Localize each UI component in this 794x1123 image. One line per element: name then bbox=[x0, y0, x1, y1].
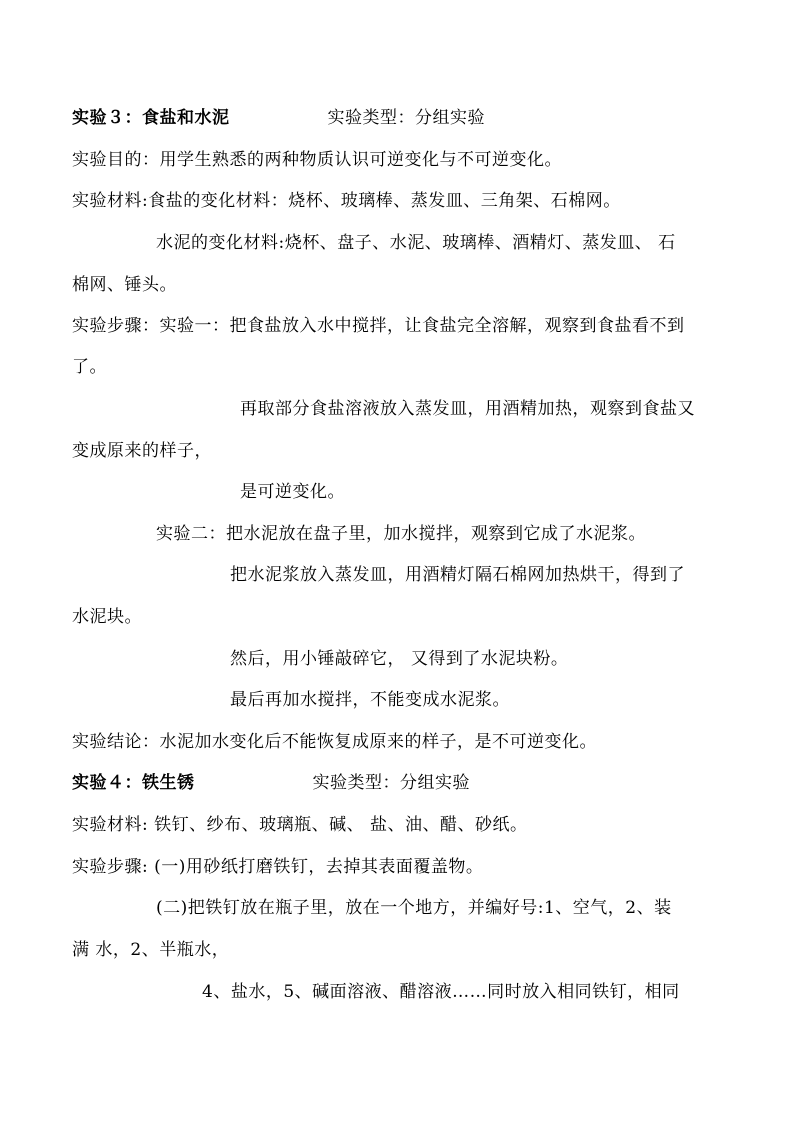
exp4-type: 实验类型：分组实验 bbox=[312, 773, 470, 793]
exp3-steps-3: 是可逆变化。 bbox=[240, 482, 345, 502]
exp3-steps-6: 然后，用小锤敲碎它， 又得到了水泥块粉。 bbox=[230, 649, 569, 669]
exp3-steps-1b: 了。 bbox=[72, 357, 107, 377]
exp3-heading: 实验３：食盐和水泥 bbox=[72, 108, 230, 128]
exp3-steps-7: 最后再加水搅拌，不能变成水泥浆。 bbox=[230, 690, 510, 710]
exp3-steps-5b: 水泥块。 bbox=[72, 607, 142, 627]
exp3-materials-2b: 棉网、锤头。 bbox=[72, 275, 177, 295]
exp3-steps-1a: 实验步骤：实验一：把食盐放入水中搅拌，让食盐完全溶解，观察到食盐看不到 bbox=[72, 316, 685, 336]
exp4-steps-2b: 满 水，2、半瓶水， bbox=[72, 940, 230, 960]
exp3-type: 实验类型：分组实验 bbox=[327, 108, 485, 128]
exp4-materials: 实验材料: 铁钉、纱布、玻璃瓶、碱、 盐、油、醋、砂纸。 bbox=[72, 815, 528, 835]
exp3-steps-4: 实验二：把水泥放在盘子里，加水搅拌，观察到它成了水泥浆。 bbox=[156, 524, 646, 544]
exp4-heading-line bbox=[72, 773, 470, 793]
exp4-steps-2a: (二)把铁钉放在瓶子里，放在一个地方，并编好号:1、空气，2、装 bbox=[156, 898, 672, 918]
exp4-steps-3: 4、盐水，5、碱面溶液、醋溶液……同时放入相同铁钉，相同 bbox=[202, 982, 680, 1002]
exp3-materials-1: 实验材料:食盐的变化材料：烧杯、玻璃棒、蒸发皿、三角架、石棉网。 bbox=[72, 191, 621, 211]
exp3-purpose: 实验目的：用学生熟悉的两种物质认识可逆变化与不可逆变化。 bbox=[72, 150, 562, 170]
exp3-materials-2a: 水泥的变化材料:烧杯、盘子、水泥、玻璃棒、酒精灯、蒸发皿、 石 bbox=[156, 233, 676, 253]
exp3-heading-line bbox=[72, 108, 485, 128]
exp4-steps-1: 实验步骤: (一)用砂纸打磨铁钉，去掉其表面覆盖物。 bbox=[72, 857, 484, 877]
exp3-steps-5a: 把水泥浆放入蒸发皿，用酒精灯隔石棉网加热烘干，得到了 bbox=[230, 565, 685, 585]
exp3-steps-2a: 再取部分食盐溶液放入蒸发皿，用酒精加热，观察到食盐又 bbox=[240, 399, 695, 419]
exp3-steps-2b: 变成原来的样子， bbox=[72, 441, 212, 461]
exp4-heading: 实验４：铁生锈 bbox=[72, 773, 195, 793]
exp3-conclusion: 实验结论：水泥加水变化后不能恢复成原来的样子，是不可逆变化。 bbox=[72, 732, 597, 752]
